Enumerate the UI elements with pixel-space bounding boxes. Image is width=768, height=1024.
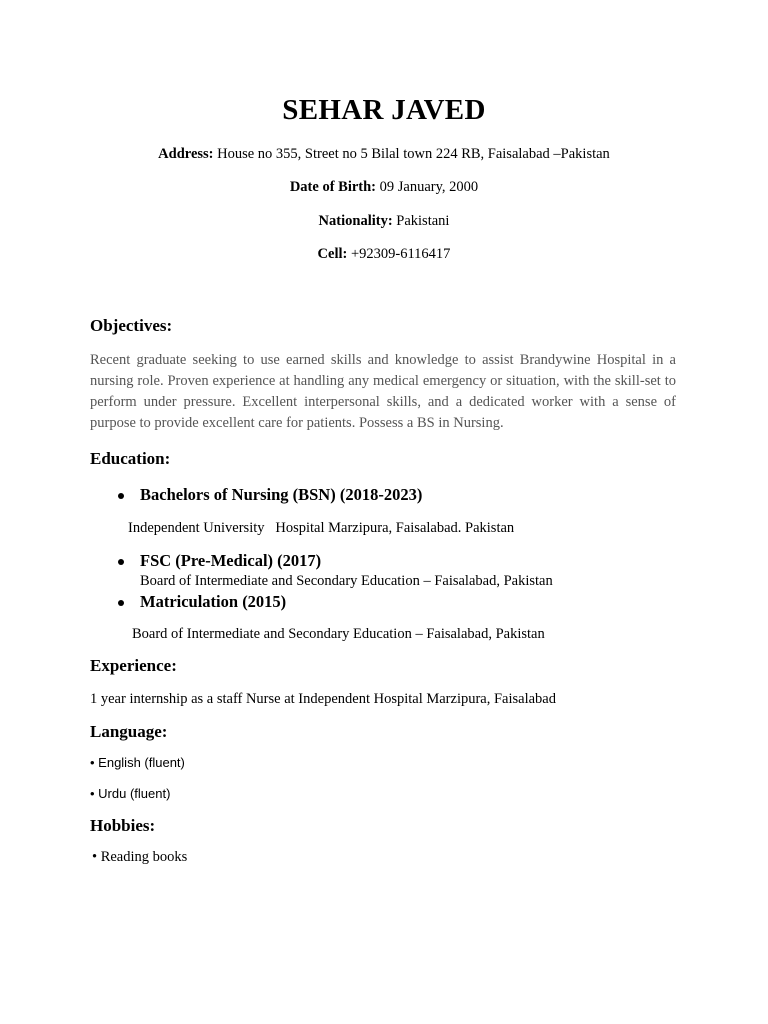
address-label: Address:: [158, 146, 214, 162]
cell-value: +92309-6116417: [347, 246, 451, 262]
hobbies-item: • Reading books: [92, 849, 188, 865]
nationality-value: Pakistani: [392, 213, 450, 229]
experience-heading: Experience:: [90, 656, 177, 675]
language-heading: Language:: [90, 722, 168, 741]
address-line: [0, 146, 768, 163]
hobbies-heading: Hobbies:: [90, 816, 156, 835]
bullet-icon: [118, 559, 124, 565]
nationality-line: [0, 213, 768, 230]
education-item-detail: Independent University Hospital Marzipura, Faisalabad. Pakistan: [128, 520, 515, 536]
dob-value: 09 January, 2000: [376, 179, 479, 195]
education-item-detail: Board of Intermediate and Secondary Education – Faisalabad, Pakistan: [132, 626, 545, 642]
dob-line: [0, 179, 768, 196]
language-item: • English (fluent): [90, 755, 185, 770]
resume-name: SEHAR JAVED: [282, 94, 486, 126]
education-item-title: Bachelors of Nursing (BSN) (2018-2023): [140, 485, 423, 504]
bullet-icon: [118, 493, 124, 499]
language-item: • Urdu (fluent): [90, 786, 171, 801]
education-item-title: Matriculation (2015): [140, 592, 287, 611]
cell-label: Cell:: [317, 246, 348, 262]
bullet-icon: [118, 600, 124, 606]
education-item-title: FSC (Pre-Medical) (2017): [140, 551, 322, 570]
dob-label: Date of Birth:: [289, 179, 376, 195]
cell-line: [0, 246, 768, 263]
objectives-heading: Objectives:: [90, 316, 173, 335]
objectives-text: Recent graduate seeking to use earned skills and knowledge to assist Brandywine Hospital in a nursing role. Proven experience at handling any medical emergency or situation, with the skill-set to perform under pressure. Excellent interpersonal skills, and a dedicated worker with a sense of purpose to provide excellent care for patients. Possess a BS in Nursing.: [90, 352, 676, 431]
nationality-label: Nationality:: [318, 213, 393, 229]
education-heading: Education:: [90, 449, 171, 468]
address-value: House no 355, Street no 5 Bilal town 224 RB, Faisalabad –Pakistan: [213, 146, 610, 162]
education-item-detail: Board of Intermediate and Secondary Education – Faisalabad, Pakistan: [140, 573, 553, 589]
experience-text: 1 year internship as a staff Nurse at Independent Hospital Marzipura, Faisalabad: [90, 691, 556, 707]
